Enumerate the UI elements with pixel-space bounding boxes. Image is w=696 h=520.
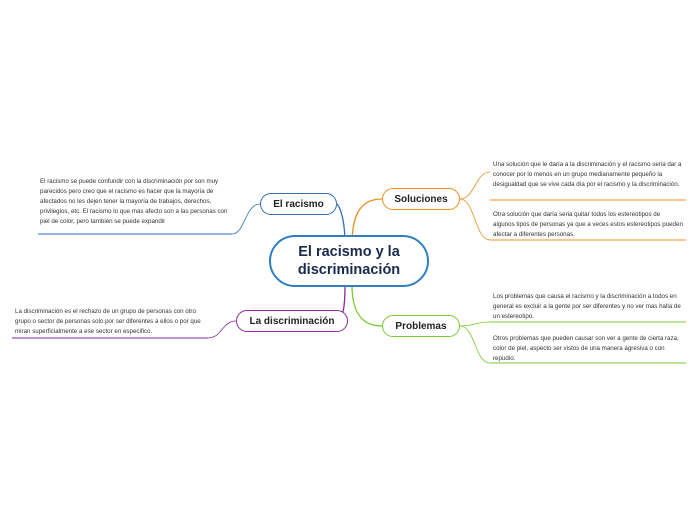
note-problemas-1[interactable]: Los problemas que causa el racismo y la discriminación a todos en general es excluir a la gente por ser diferentes y no ver mas halla de un estereotipo. xyxy=(493,293,681,320)
note-soluciones-2[interactable]: Otra solución que daría seria quitar todos los estereotipos de algunos tipos de personas ya que a veces estos estereotipos pueden afectar a diferentes personas. xyxy=(493,211,683,238)
topic-problemas[interactable] xyxy=(382,315,460,337)
topic-soluciones-label: Soluciones xyxy=(394,193,448,205)
connector-problemas xyxy=(352,285,382,326)
connector-note-soluciones-1 xyxy=(460,172,490,199)
connector-note-problemas-2 xyxy=(460,326,490,363)
connector-note-problemas-1 xyxy=(460,322,490,326)
note-soluciones-1[interactable]: Una solución que le daría a la discriminación y el racismo seria dar a conocer por lo menos en un grupo medianamente pequeño la desigualdad que se vive cada día por el racismo y la discriminación. xyxy=(493,161,682,188)
topic-el-racismo[interactable] xyxy=(260,193,337,215)
connector-note-discriminacion xyxy=(208,321,236,338)
note-la-discriminacion[interactable]: La discriminación es el rechazo de un grupo de personas con otro grupo o sector de personas solo por ser diferentes a ellos o por que miran superficialmente a ese sector en especifico. xyxy=(15,308,201,335)
topic-soluciones[interactable] xyxy=(382,188,460,210)
topic-problemas-label: Problemas xyxy=(395,320,447,332)
topic-la-discriminacion-label: La discriminación xyxy=(249,315,335,327)
connector-note-soluciones-2 xyxy=(460,199,490,240)
note-problemas-2[interactable]: Otros problemas que pueden causar son ver a gente de cierta raza, color de piel, aspecto ser vistos de una manera agresiva o con repudio. xyxy=(493,335,679,362)
central-topic[interactable] xyxy=(269,235,429,287)
note-el-racismo[interactable]: El racismo se puede confundir con la discriminación por son muy parecidos pero creo que el racismo es hacer que la mayoría de afectados no les dejen tener la mayoría de trabajos, derechos, privilegios, etc. El racismo lo que mas afecto son a las personas con piel de color, pero también se puede expandir xyxy=(40,178,228,225)
topic-la-discriminacion[interactable] xyxy=(236,310,348,332)
central-topic-label: El racismo y la discriminación xyxy=(297,244,401,278)
topic-el-racismo-label: El racismo xyxy=(273,198,324,210)
connector-note-racismo xyxy=(232,204,260,234)
